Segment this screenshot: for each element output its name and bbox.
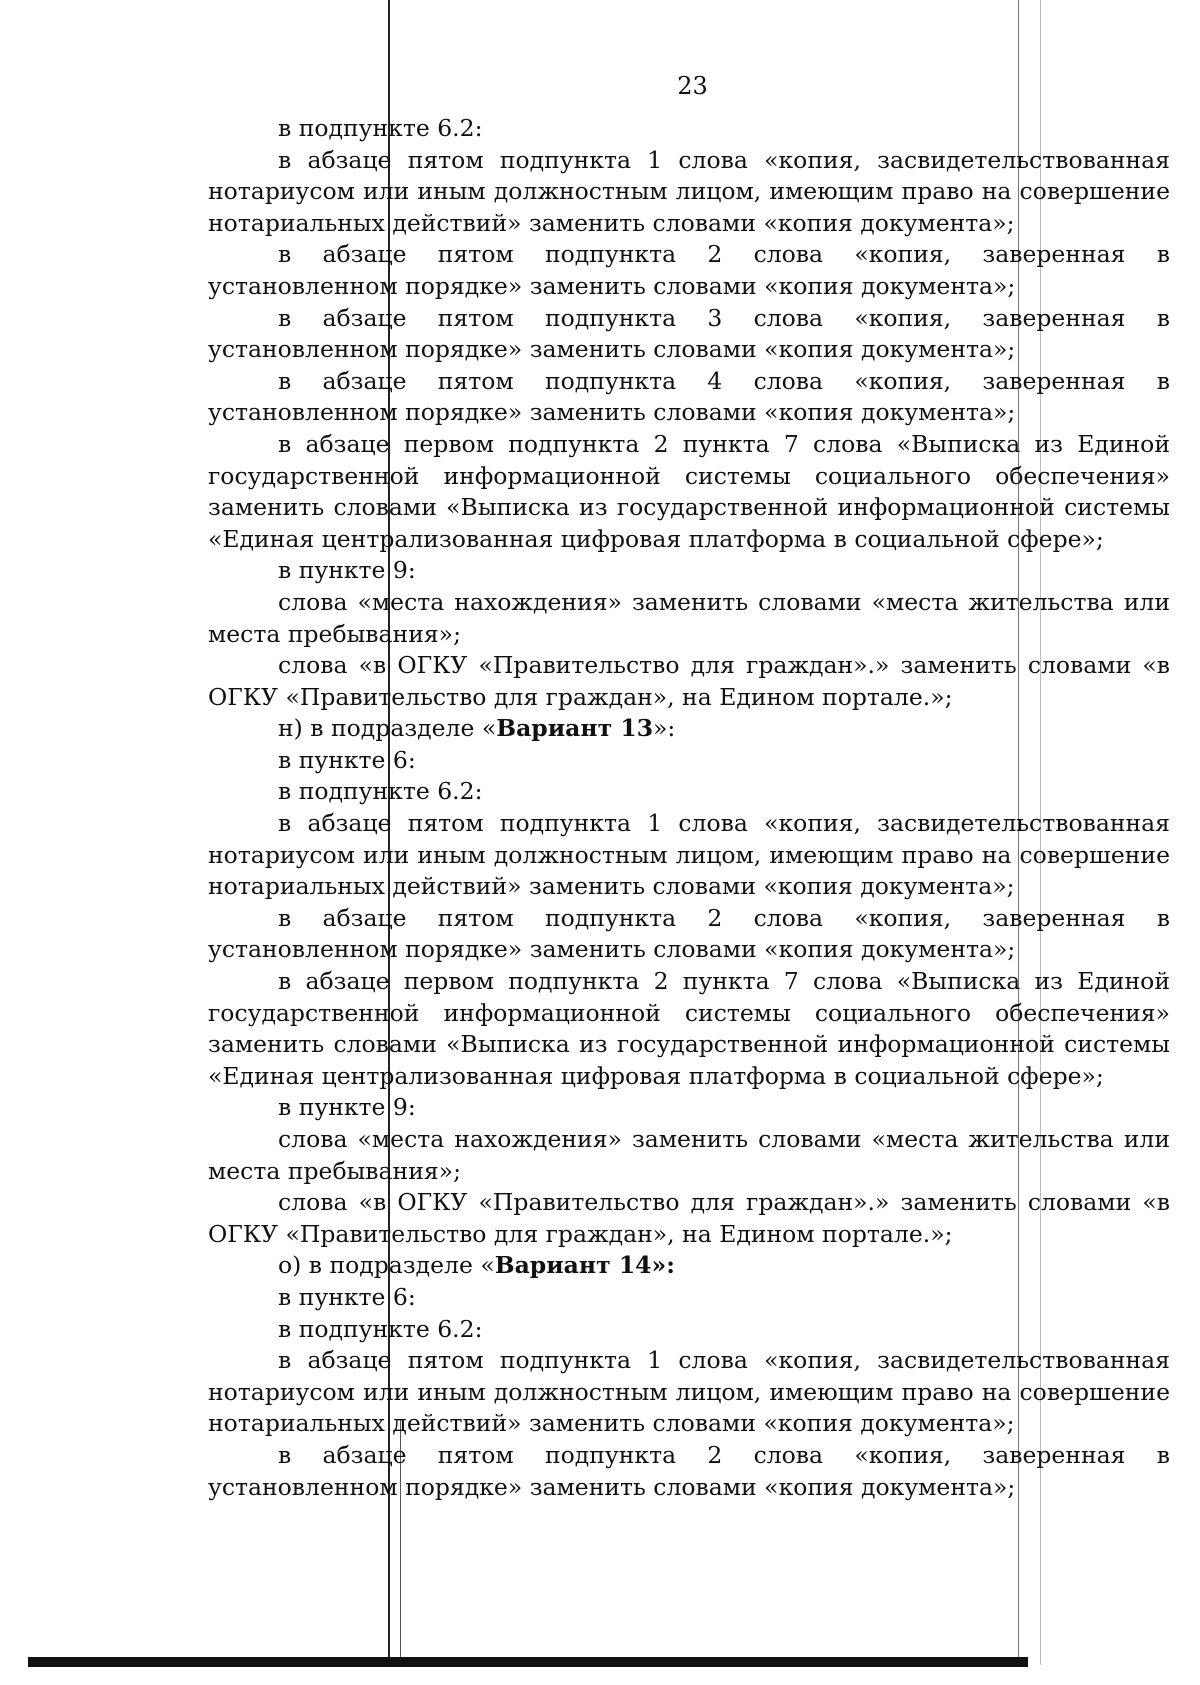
paragraph: в абзаце первом подпункта 2 пункта 7 слова «Выписка из Единой государственной информационной системы социального обеспечения» заменить словами «Выписка из государственной информационной системы «Единая централизованная цифровая платформа в социальной сфере»; — [208, 429, 1170, 553]
subsection-heading: н) в подразделе «Вариант 13»: — [278, 714, 676, 743]
subsection-heading: о) в подразделе «Вариант 14»: — [278, 1251, 675, 1280]
paragraph: в абзаце пятом подпункта 2 слова «копия, заверенная в установленном порядке» заменить словами «копия документа»; — [208, 903, 1170, 964]
paragraph: в абзаце пятом подпункта 4 слова «копия, заверенная в установленном порядке» заменить словами «копия документа»; — [208, 366, 1170, 427]
paragraph: в абзаце пятом подпункта 1 слова «копия, засвидетельствованная нотариусом или иным должностным лицом, имеющим право на совершение нотариальных действий» заменить словами «копия документа»; — [208, 809, 1170, 901]
paragraph: слова «в ОГКУ «Правительство для граждан».» заменить словами «в ОГКУ «Правительство для граждан», на Едином портале.»; — [208, 1188, 1170, 1248]
paragraph: в абзаце пятом подпункта 2 слова «копия, заверенная в установленном порядке» заменить словами «копия документа»; — [208, 1440, 1170, 1501]
paragraph: слова «в ОГКУ «Правительство для граждан».» заменить словами «в ОГКУ «Правительство для граждан», на Едином портале.»; — [208, 651, 1170, 711]
paragraph: в абзаце пятом подпункта 2 слова «копия, заверенная в установленном порядке» заменить словами «копия документа»; — [208, 240, 1170, 300]
paragraph: в пункте 6: — [278, 745, 416, 774]
paragraph: в подпункте 6.2: — [278, 1314, 483, 1343]
page-number: 23 — [677, 72, 708, 100]
paragraph: в подпункте 6.2: — [278, 777, 483, 806]
paragraph: в подпункте 6.2: — [278, 114, 483, 142]
paragraph: в пункте 9: — [278, 556, 416, 585]
paragraph: слова «места нахождения» заменить словами «места жительства или места пребывания»; — [208, 587, 1170, 648]
document-body — [208, 113, 1170, 1503]
paragraph: в абзаце пятом подпункта 3 слова «копия, заверенная в установленном порядке» заменить словами «копия документа»; — [208, 303, 1170, 364]
paragraph: в пункте 9: — [278, 1093, 416, 1122]
paragraph: в пункте 6: — [278, 1282, 416, 1311]
paragraph: слова «места нахождения» заменить словами «места жительства или места пребывания»; — [208, 1125, 1170, 1185]
paragraph: в абзаце пятом подпункта 1 слова «копия, засвидетельствованная нотариусом или иным должностным лицом, имеющим право на совершение нотариальных действий» заменить словами «копия документа»; — [208, 145, 1170, 237]
paragraph: в абзаце первом подпункта 2 пункта 7 слова «Выписка из Единой государственной информационной системы социального обеспечения» заменить словами «Выписка из государственной информационной системы «Единая централизованная цифровая платформа в социальной сфере»; — [208, 967, 1170, 1090]
paragraph: в абзаце пятом подпункта 1 слова «копия, засвидетельствованная нотариусом или иным должностным лицом, имеющим право на совершение нотариальных действий» заменить словами «копия документа»; — [208, 1346, 1170, 1438]
scan-edge-bar — [28, 1657, 1028, 1667]
